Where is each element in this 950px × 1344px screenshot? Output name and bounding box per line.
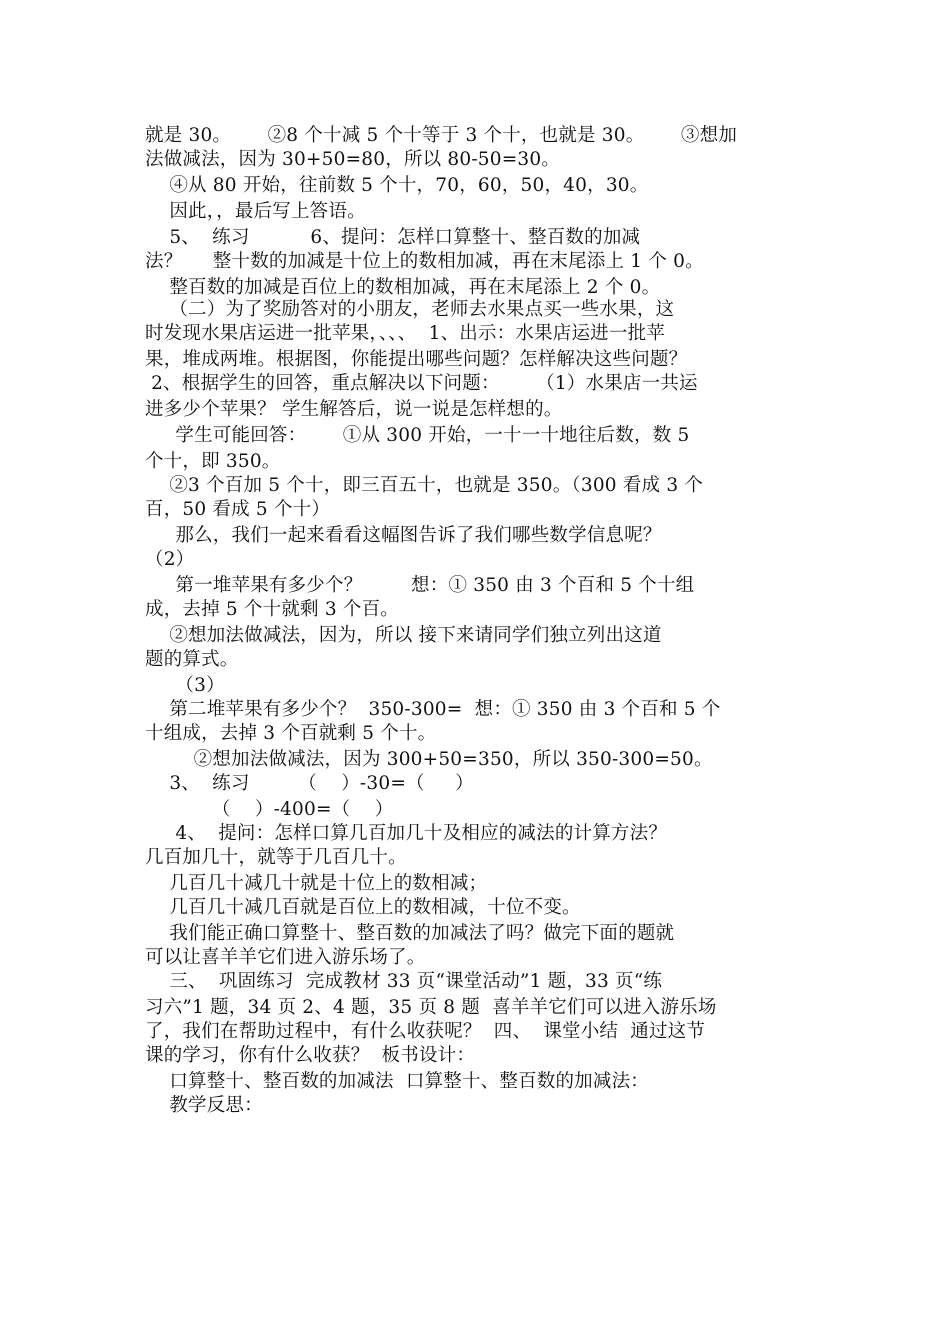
text-line: （ ）-400=（ ） — [145, 799, 394, 820]
text-line: 个十，即 350。 — [145, 451, 281, 472]
text-line: ④从 80 开始，往前数 5 个十，70，60，50，40，30。 — [145, 175, 649, 196]
text-line: 了，我们在帮助过程中，有什么收获呢？ 四、 课堂小结 通过这节 — [145, 1021, 706, 1042]
text-line: 几百几十减几百就是百位上的数相减，十位不变。 — [145, 897, 581, 918]
text-line: 进多少个苹果？ 学生解答后，说一说是怎样想的。 — [145, 399, 563, 420]
text-line: 3、 练习 （ ）-30=（ ） — [145, 773, 474, 794]
text-line: 课的学习，你有什么收获？ 板书设计： — [145, 1045, 476, 1066]
text-line: 4、 提问：怎样口算几百加几十及相应的减法的计算方法？ — [145, 823, 668, 844]
text-line: 就是 30。 ②8 个十减 5 个十等于 3 个十，也就是 30。 ③想加 — [145, 125, 738, 146]
text-line: 成，去掉 5 个十就剩 3 个百。 — [145, 599, 399, 620]
text-line: 十组成，去掉 3 个百就剩 5 个十。 — [145, 723, 437, 744]
text-line: 法做减法，因为 30+50=80，所以 80-50=30。 — [145, 149, 561, 170]
text-line: 可以让喜羊羊它们进入游乐场了。 — [145, 947, 426, 968]
text-line: 三、 巩固练习 完成教材 33 页“课堂活动”1 题，33 页“练 — [145, 971, 663, 992]
text-line: 果，堆成两堆。根据图，你能提出哪些问题？怎样解决这些问题？ — [145, 349, 688, 370]
text-line: （二）为了奖励答对的小朋友，老师去水果点买一些水果，这 — [145, 299, 675, 320]
text-line: ②3 个百加 5 个十，即三百五十，也就是 350。（300 看成 3 个 — [145, 475, 704, 496]
text-line: ②想加法做减法，因为，所以 接下来请同学们独立列出这道 — [145, 625, 662, 646]
text-line: 整百数的加减是百位上的数相加减，再在末尾添上 2 个 0。 — [145, 277, 661, 298]
text-line: 几百加几十，就等于几百几十。 — [145, 847, 407, 868]
text-line: 题的算式。 — [145, 649, 239, 670]
text-line: 口算整十、整百数的加减法 口算整十、整百数的加减法： — [145, 1071, 649, 1092]
text-line: 习六”1 题，34 页 2、4 题，35 页 8 题 喜羊羊它们可以进入游乐场 — [145, 997, 717, 1018]
text-line: 教学反思： — [145, 1095, 263, 1116]
text-line: 5、 练习 6、提问：怎样口算整十、整百数的加减 — [145, 227, 641, 248]
text-line: 那么，我们一起来看看这幅图告诉了我们哪些数学信息呢？ — [145, 525, 662, 546]
text-line: 百，50 看成 5 个十） — [145, 499, 331, 520]
text-line: 我们能正确口算整十、整百数的加减法了吗？做完下面的题就 — [145, 923, 675, 944]
text-line: （2） — [145, 549, 195, 570]
text-line: 时发现水果店运进一批苹果，、、、 1、出示：水果店运进一批苹 — [145, 323, 665, 344]
text-line: 第一堆苹果有多少个？ 想：① 350 由 3 个百和 5 个十组 — [145, 575, 695, 596]
text-line: 2、根据学生的回答，重点解决以下问题： （1）水果店一共运 — [145, 373, 698, 394]
text-line: 第二堆苹果有多少个？ 350-300= 想：① 350 由 3 个百和 5 个 — [145, 699, 721, 720]
text-line: ②想加法做减法，因为 300+50=350，所以 350-300=50。 — [145, 749, 713, 770]
text-line: 几百几十减几十就是十位上的数相减； — [145, 873, 488, 894]
text-line: 因此，，最后写上答语。 — [145, 201, 366, 222]
text-line: （3） — [145, 675, 225, 696]
text-line: 法？ 整十数的加减是十位上的数相加减，再在末尾添上 1 个 0。 — [145, 251, 704, 272]
text-line: 学生可能回答： ①从 300 开始，一十一十地往后数，数 5 — [145, 425, 690, 446]
